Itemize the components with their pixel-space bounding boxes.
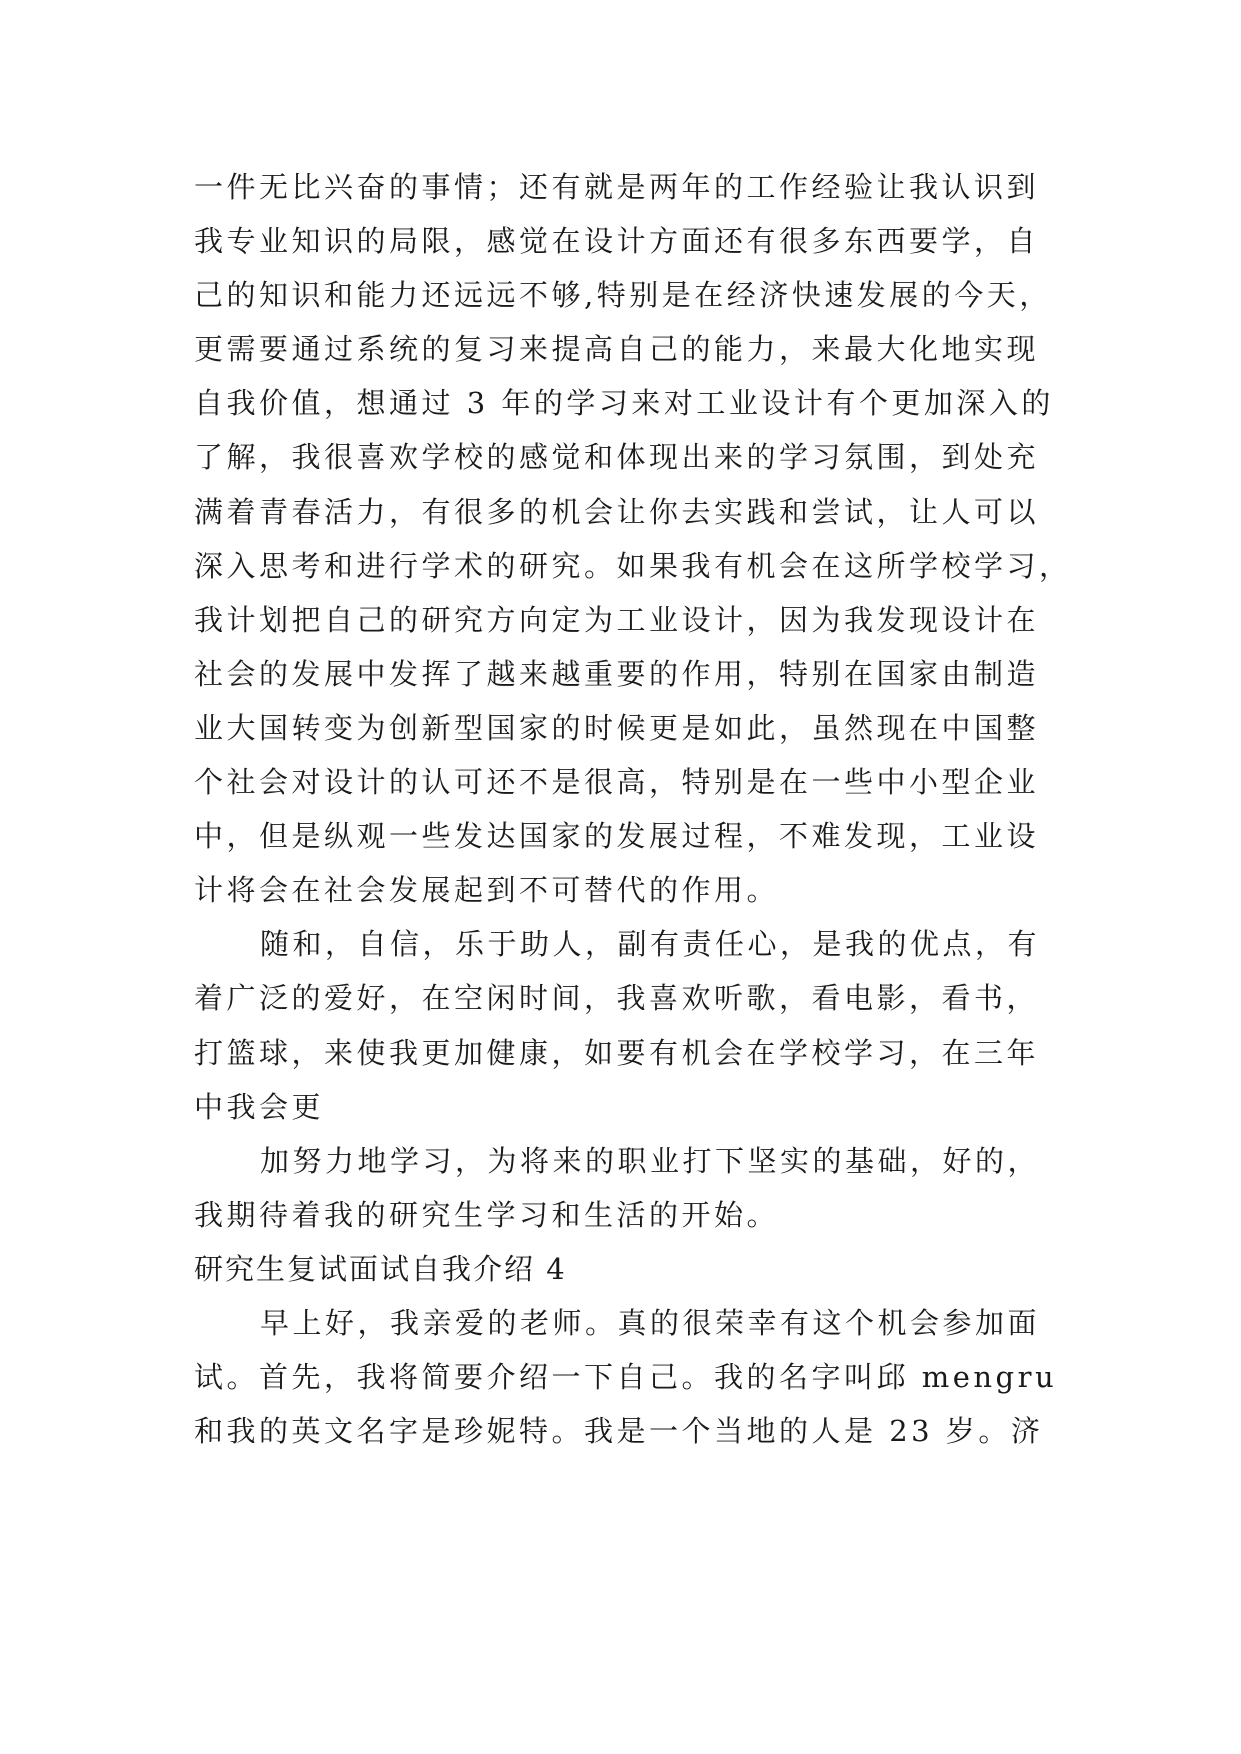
text-line: 打篮球，来使我更加健康，如要有机会在学校学习，在三年 — [194, 1035, 1040, 1070]
text-line: 我计划把自己的研究方向定为工业设计，因为我发现设计在 — [194, 602, 1040, 637]
text-line: 和我的英文名字是珍妮特。我是一个当地的人是 23 岁。济 — [194, 1414, 1044, 1449]
text-line: 我期待着我的研究生学习和生活的开始。 — [194, 1197, 780, 1232]
text-line: 随和，自信，乐于助人，副有责任心，是我的优点，有 — [260, 927, 1041, 962]
text-line: 更需要通过系统的复习来提高自己的能力，来最大化地实现 — [194, 332, 1040, 367]
text-line: 试。首先，我将简要介绍一下自己。我的名字叫邱 mengru — [194, 1360, 1058, 1395]
text-line: 自我价值，想通过 3 年的学习来对工业设计有个更加深入的 — [194, 386, 1054, 421]
text-line: 着广泛的爱好，在空闲时间，我喜欢听歌，看电影，看书， — [194, 981, 1040, 1016]
text-line: 中我会更 — [194, 1089, 325, 1124]
text-line: 早上好，我亲爱的老师。真的很荣幸有这个机会参加面 — [260, 1305, 1041, 1340]
text-line: 业大国转变为创新型国家的时候更是如此，虽然现在中国整 — [194, 710, 1040, 745]
text-line: 我专业知识的局限，感觉在设计方面还有很多东西要学，自 — [194, 224, 1040, 259]
text-line: 己的知识和能力还远远不够,特别是在经济快速发展的今天， — [194, 278, 1052, 313]
text-line: 深入思考和进行学术的研究。如果我有机会在这所学校学习， — [194, 548, 1072, 583]
text-line: 个社会对设计的认可还不是很高，特别是在一些中小型企业 — [194, 765, 1040, 800]
section-heading: 研究生复试面试自我介绍 4 — [194, 1251, 567, 1286]
document-body — [194, 160, 1094, 1458]
text-line: 满着青春活力，有很多的机会让你去实践和尝试，让人可以 — [194, 494, 1040, 529]
text-line: 一件无比兴奋的事情；还有就是两年的工作经验让我认识到 — [194, 170, 1040, 204]
text-line: 中，但是纵观一些发达国家的发展过程，不难发现，工业设 — [194, 819, 1040, 854]
text-line: 计将会在社会发展起到不可替代的作用。 — [194, 873, 780, 908]
text-line: 社会的发展中发挥了越来越重要的作用，特别在国家由制造 — [194, 656, 1040, 691]
text-line: 加努力地学习，为将来的职业打下坚实的基础，好的， — [260, 1143, 1041, 1178]
text-line: 了解，我很喜欢学校的感觉和体现出来的学习氛围，到处充 — [194, 440, 1040, 475]
